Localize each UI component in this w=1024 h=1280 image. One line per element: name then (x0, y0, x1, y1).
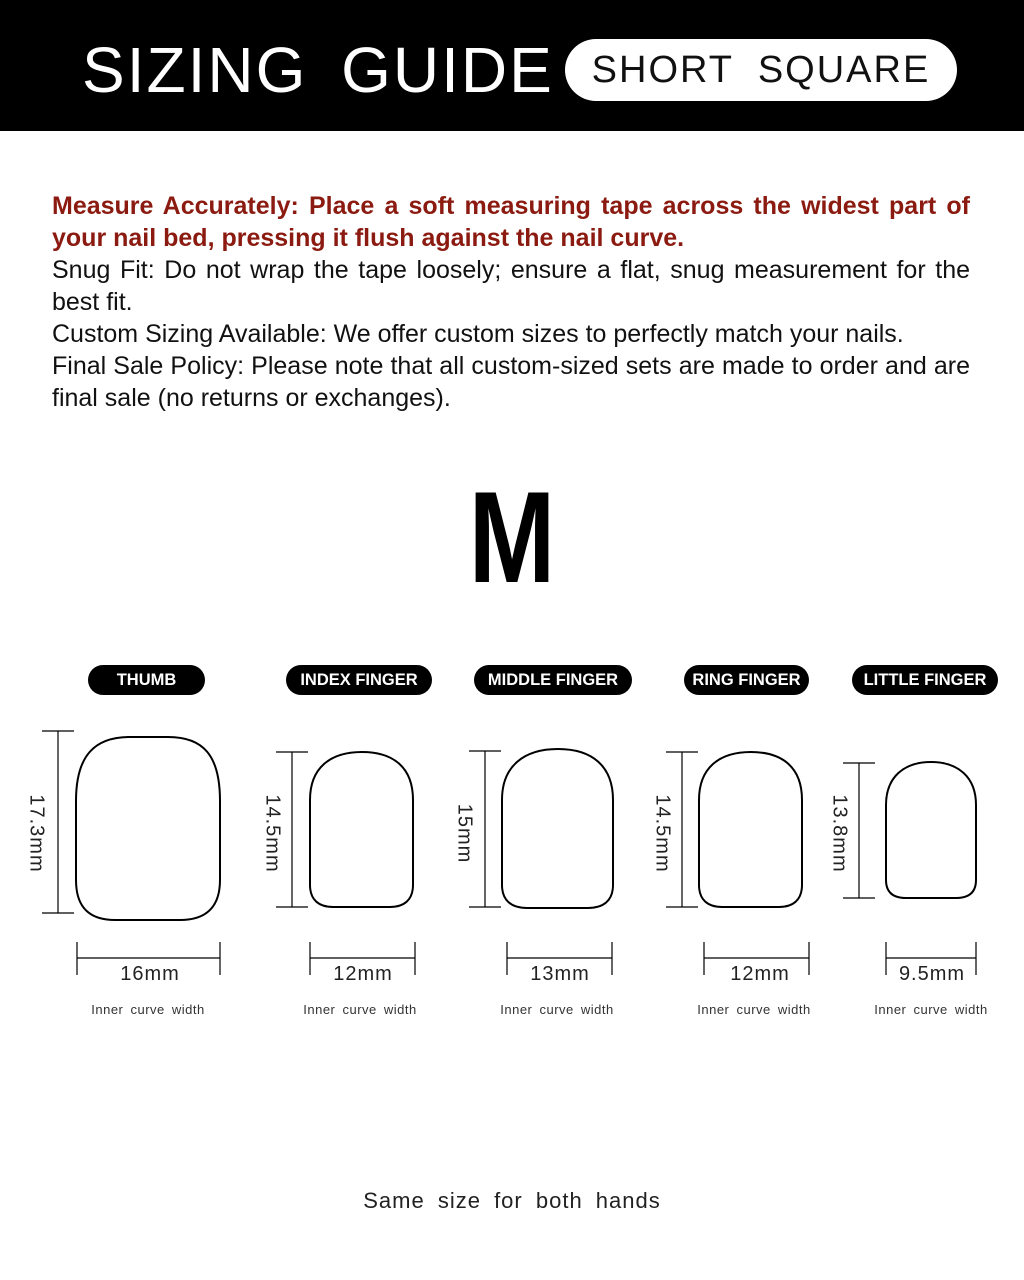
finger-label-middle: MIDDLE FINGER (474, 665, 632, 695)
size-letter: M (468, 464, 556, 610)
thumb-length-label: 17.3mm (25, 794, 48, 873)
style-tag-badge: SHORT SQUARE (565, 39, 957, 101)
ring-width-label: 12mm (730, 963, 790, 985)
ring-nail-shape (699, 752, 802, 907)
index-length-label: 14.5mm (261, 794, 284, 873)
ring-length-label: 14.5mm (651, 794, 674, 873)
index-nail-shape (310, 752, 413, 907)
footer-note: Same size for both hands (363, 1188, 661, 1213)
instruction-measure-accurately: Measure Accurately: Place a soft measuring tape across the widest part of your nail bed, pressing it flush against the nail curve. (52, 192, 970, 252)
finger-label-thumb: THUMB (88, 665, 205, 695)
middle-nail-shape (502, 749, 613, 908)
ring-width-caption: Inner curve width (697, 1002, 811, 1017)
little-nail-shape (886, 762, 976, 898)
index-width-caption: Inner curve width (303, 1002, 417, 1017)
middle-length-label: 15mm (453, 803, 476, 864)
page-title: SIZING GUIDE (82, 34, 554, 106)
thumb-nail-shape (76, 737, 220, 920)
finger-label-ring: RING FINGER (684, 665, 809, 695)
finger-label-index: INDEX FINGER (286, 665, 432, 695)
index-width-label: 12mm (333, 963, 393, 985)
instruction-snug-fit: Snug Fit: Do not wrap the tape loosely; ensure a flat, snug measurement for the best fit. (52, 256, 970, 316)
thumb-width-label: 16mm (120, 963, 180, 985)
middle-width-caption: Inner curve width (500, 1002, 614, 1017)
instruction-final-sale: Final Sale Policy: Please note that all custom-sized sets are made to order and are final sale (no returns or exchanges). (52, 352, 970, 412)
little-width-label: 9.5mm (898, 963, 966, 985)
finger-label-little: LITTLE FINGER (852, 665, 998, 695)
thumb-width-caption: Inner curve width (91, 1002, 205, 1017)
middle-width-label: 13mm (530, 963, 590, 985)
little-width-caption: Inner curve width (874, 1002, 988, 1017)
instruction-custom-sizing: Custom Sizing Available: We offer custom sizes to perfectly match your nails. (52, 320, 904, 348)
little-length-label: 13.8mm (828, 794, 851, 873)
